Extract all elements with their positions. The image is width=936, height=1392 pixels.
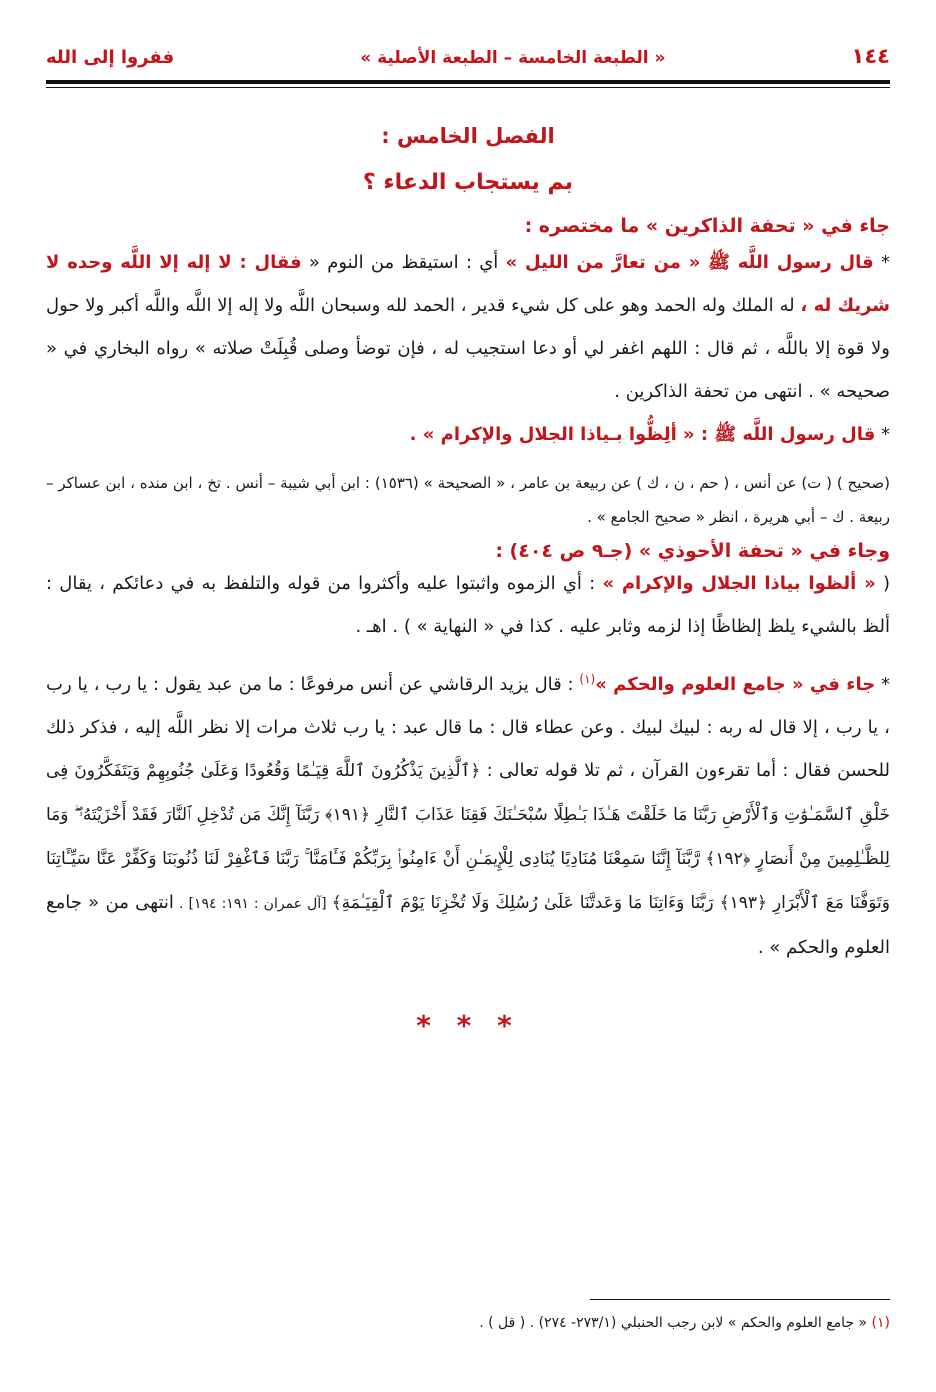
page-number: ١٤٤: [851, 44, 890, 68]
bullet-star: *: [881, 424, 890, 445]
chapter-question: بم يستجاب الدعاء ؟: [362, 170, 574, 195]
section4-paragraph: [46, 658, 890, 969]
book-page: [46, 44, 890, 1372]
section-separator: * * *: [416, 1009, 520, 1042]
section3-open: (: [875, 573, 890, 594]
quran-citation: [آل عمران : ١٩١: ١٩٤] .: [173, 896, 332, 912]
hadith-lead: قال رسول اللَّه ﷺ « من تعارَّ من الليل »: [505, 252, 874, 273]
section2-paragraph: [46, 413, 890, 456]
footnote: [46, 1312, 890, 1334]
header-rule-thin: [46, 87, 890, 88]
header-rule-thick: [46, 80, 890, 84]
section1-text-b: له الملك وله الحمد وهو على كل شيء قدير ، الحمد لله وسبحان اللَّه ولا إله إلا اللَّه واللَّه أكبر ولا حول ولا قوة إلا باللَّه ، ثم قال : اللهم اغفر لي أو دعا استجيب له ، فإن توضأ وصلى قُبِلَتْ صلاته » رواه البخاري في « صحيحه » . انتهى من تحفة الذاكرين .: [46, 295, 890, 402]
hadith-quote: فقال : لا إله إلا اللَّه وحده لا شريك له ،: [46, 252, 890, 316]
hadith-reference: (صحيح ) ( ت) عن أنس ، ( حم ، ن ، ك ) عن ربيعة بن عامر ، « الصحيحة » (١٥٣٦) : ابن أبي شيبة – أنس . تخ ، ابن منده ، ابن عساكر – ربيعة . ك – أبي هريرة ، انظر « صحيح الجامع » .: [46, 474, 890, 526]
section4-text-a: : قال يزيد الرقاشي عن أنس مرفوعًا : ما من عبد يقول : يا رب ، يا رب ، يا رب ، إلا قال له ربه : لبيك لبيك . وعن عطاء قال : ما قال عبد : يا رب ثلاث مرات إلا نظر اللَّه إليه ، فذكر ذلك للحسن فقال : أما تقرءون القرآن ، ثم تلا قوله تعالى :: [46, 674, 890, 781]
footnote-marker: (١): [579, 672, 596, 686]
section1-paragraph: [46, 241, 890, 413]
bullet-star: *: [881, 674, 890, 695]
footnote-number: (١): [871, 1315, 890, 1331]
book-title: ففروا إلى الله: [46, 47, 175, 68]
footnote-area: [46, 1299, 890, 1334]
hadith-text: قال رسول اللَّه ﷺ : « ألِظُّوا بـياذا الجلال والإكرام » .: [409, 424, 876, 445]
section3-text: : أي الزموه واثبتوا عليه وأكثروا من قوله والتلفظ به في دعائكم ، يقال : ألظ بالشيء يلظ إلظاظًا إذا لزمه وثابر عليه . كذا في « النهاية » ) . اهـ .: [46, 573, 890, 637]
section4-text-b: انتهى من « جامع العلوم والحكم » .: [46, 892, 890, 958]
section1-source: جاء في « تحفة الذاكرين » ما مختصره :: [524, 215, 890, 237]
section3-quote: « ألظوا بياذا الجلال والإكرام »: [602, 573, 876, 594]
section3-paragraph: [46, 562, 890, 648]
footnote-text: « جامع العلوم والحكم » لابن رجب الحنبلي (٢٧٣/١- ٢٧٤) . ( قل ) .: [479, 1315, 872, 1331]
running-header: [46, 44, 890, 78]
footnote-rule: [590, 1299, 890, 1300]
section4-source: جاء في « جامع العلوم والحكم »: [595, 674, 876, 695]
section3-source: وجاء في « تحفة الأحوذي » (جـ٩ ص ٤٠٤) :: [495, 540, 890, 562]
chapter-title: الفصل الخامس :: [381, 124, 555, 148]
quran-verses: ﴿ٱلَّذِينَ يَذْكُرُونَ ٱللَّهَ قِيَـٰمًا وَقُعُودًا وَعَلَىٰ جُنُوبِهِمْ وَيَتَفَكَّرُونَ فِى خَلْقِ ٱلسَّمَـٰوَٰتِ وَٱلْأَرْضِ رَبَّنَا مَا خَلَقْتَ هَـٰذَا بَـٰطِلًا سُبْحَـٰنَكَ فَقِنَا عَذَابَ ٱلنَّارِ ﴿١٩١﴾ رَبَّنَآ إِنَّكَ مَن تُدْخِلِ ٱلنَّارَ فَقَدْ أَخْزَيْتَهُۥ ۖ وَمَا لِلظَّـٰلِمِينَ مِنْ أَنصَارٍ ﴿١٩٢﴾ رَّبَّنَآ إِنَّنَا سَمِعْنَا مُنَادِيًا يُنَادِى لِلْإِيمَـٰنِ أَنْ ءَامِنُوا۟ بِرَبِّكُمْ فَـَٔامَنَّا ۚ رَبَّنَا فَٱغْفِرْ لَنَا ذُنُوبَنَا وَكَفِّرْ عَنَّا سَيِّـَٔاتِنَا وَتَوَفَّنَا مَعَ ٱلْأَبْرَارِ ﴿١٩٣﴾ رَبَّنَا وَءَاتِنَا مَا وَعَدتَّنَا عَلَىٰ رُسُلِكَ وَلَا تُخْزِنَا يَوْمَ ٱلْقِيَـٰمَةِ﴾: [46, 761, 891, 913]
edition-label: « الطبعة الخامسة – الطبعة الأصلية »: [360, 48, 666, 68]
bullet-star: *: [881, 252, 890, 273]
section1-text-a: أي : استيقظ من النوم «: [301, 252, 506, 273]
